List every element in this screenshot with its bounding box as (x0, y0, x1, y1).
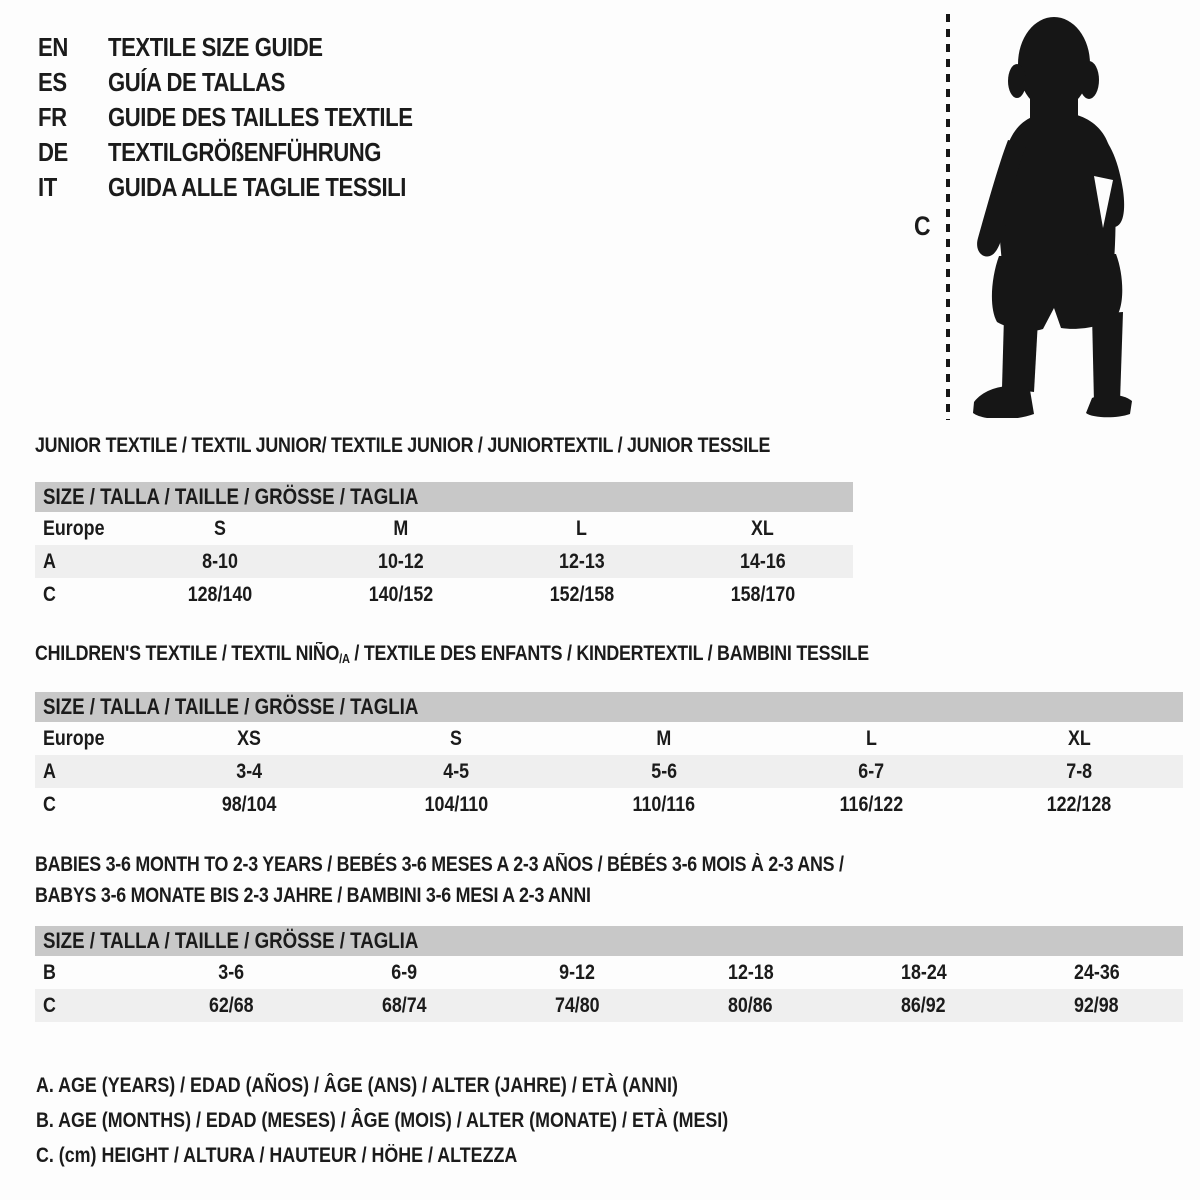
junior-section-title (35, 435, 853, 457)
height-cell: 74/80 (491, 989, 664, 1022)
age-years-row (35, 755, 1183, 788)
language-code (38, 135, 108, 170)
age-cell: 6-9 (391, 960, 418, 984)
language-code (38, 100, 108, 135)
height-measure-label-text: C (914, 211, 931, 241)
height-cell: 68/74 (318, 989, 491, 1022)
size-header-text: SIZE / TALLA / TAILLE / GRÖSSE / TAGLIA (43, 484, 419, 509)
row-label: A (35, 545, 130, 578)
size-header-text: SIZE / TALLA / TAILLE / GRÖSSE / TAGLIA (43, 928, 419, 953)
height-cell: 92/98 (1010, 989, 1183, 1022)
size-header-row (35, 692, 1183, 722)
size-header-cell (35, 482, 853, 512)
size-cell: XL (1067, 726, 1091, 750)
height-cell: 98/104 (221, 792, 277, 816)
language-row (38, 170, 466, 205)
footnote-a-text: A. AGE (YEARS) / EDAD (AÑOS) / ÂGE (ANS) / ALTER (JAHRE) / ETÀ (ANNI) (36, 1074, 678, 1097)
row-label: Europe (43, 726, 105, 750)
age-cell: 18-24 (900, 960, 947, 984)
nino-a-subscript: /A (339, 651, 350, 666)
row-label: C (35, 989, 145, 1022)
children-section (35, 643, 1183, 821)
height-cell: 86/92 (837, 989, 1010, 1022)
size-cell: M (656, 726, 672, 750)
height-cell: 116/122 (839, 792, 904, 816)
junior-section (35, 435, 853, 611)
age-cell: 12-18 (727, 960, 774, 984)
age-cell: 5-6 (560, 755, 768, 788)
height-cell: 158/170 (730, 582, 795, 606)
footnote-c-text: C. (cm) HEIGHT / ALTURA / HAUTEUR / HÖHE / ALTEZZA (36, 1144, 518, 1167)
language-label (108, 135, 429, 170)
row-label: A (35, 755, 145, 788)
language-label-text: GUIDA ALLE TAGLIE TESSILI (108, 172, 406, 202)
children-section-title (35, 643, 1183, 667)
footnote-b (36, 1103, 850, 1138)
size-header-row (35, 482, 853, 512)
height-cell: 104/110 (424, 792, 489, 816)
age-cell: 8-10 (130, 545, 311, 578)
age-cell: 3-4 (145, 755, 353, 788)
language-row (38, 135, 466, 170)
row-label: Europe (43, 516, 105, 540)
height-cell: 152/158 (549, 582, 615, 606)
language-label-text: GUIDE DES TAILLES TEXTILE (108, 102, 413, 132)
size-cell: S (214, 516, 227, 540)
footnote-b-text: B. AGE (MONTHS) / EDAD (MESES) / ÂGE (MOIS) / ALTER (MONATE) / ETÀ (MESI) (36, 1109, 729, 1132)
language-list (38, 30, 466, 205)
age-months-row (35, 956, 1183, 989)
footnote-a (36, 1068, 850, 1103)
height-cell: 122/128 (1046, 792, 1112, 816)
height-cell: 140/152 (368, 582, 434, 606)
size-header-row (35, 926, 1183, 956)
europe-row (35, 722, 1183, 755)
height-cell: 110/116 (632, 792, 696, 816)
language-label-text: TEXTILE SIZE GUIDE (108, 32, 323, 62)
junior-size-table (35, 482, 853, 611)
language-label-text: TEXTILGRÖßENFÜHRUNG (108, 137, 382, 167)
language-code (38, 65, 108, 100)
children-size-table (35, 692, 1183, 821)
language-row (38, 30, 466, 65)
language-row (38, 65, 466, 100)
height-cm-row (35, 989, 1183, 1022)
language-code-text: DE (38, 137, 68, 167)
age-cell: 10-12 (311, 545, 492, 578)
age-cell: 12-13 (492, 545, 673, 578)
language-code (38, 170, 108, 205)
babies-title-line2: BABYS 3-6 MONATE BIS 2-3 JAHRE / BAMBINI 3-6 MESI A 2-3 ANNI (35, 884, 591, 907)
height-cell: 128/140 (188, 582, 253, 606)
babies-size-table (35, 926, 1183, 1022)
age-cell: 7-8 (975, 755, 1183, 788)
language-label (108, 170, 459, 205)
babies-title-line1: BABIES 3-6 MONTH TO 2-3 YEARS / BEBÉS 3-6 MESES A 2-3 AÑOS / BÉBÉS 3-6 MOIS À 2-3 ANS / (35, 853, 844, 876)
size-cell: S (450, 726, 463, 750)
age-cell: 4-5 (353, 755, 561, 788)
size-cell: XS (236, 726, 261, 750)
row-label: B (43, 960, 56, 984)
size-cell: L (576, 516, 588, 540)
size-cell: L (866, 726, 878, 750)
height-cell: 62/68 (145, 989, 318, 1022)
toddler-silhouette (966, 14, 1138, 418)
europe-row (35, 512, 853, 545)
size-cell: M (393, 516, 409, 540)
footnote-c (36, 1138, 850, 1173)
row-label: C (43, 582, 56, 606)
children-section-title-text: CHILDREN'S TEXTILE / TEXTIL NIÑO/A / TEXTILE DES ENFANTS / KINDERTEXTIL / BAMBINI TESSILE (35, 642, 869, 666)
footnotes (36, 1068, 850, 1173)
language-code-text: EN (38, 32, 68, 62)
height-measure-dashed-line (944, 14, 954, 420)
babies-section (35, 849, 1183, 1022)
height-measure-label (914, 211, 934, 241)
language-label (108, 100, 466, 135)
height-cell: 80/86 (664, 989, 837, 1022)
babies-section-title (35, 849, 1183, 911)
age-cell: 24-36 (1073, 960, 1120, 984)
height-cm-row (35, 578, 853, 611)
language-label-text: GUÍA DE TALLAS (108, 67, 285, 97)
height-cm-row (35, 788, 1183, 821)
size-header-cell (35, 692, 1183, 722)
size-header-text: SIZE / TALLA / TAILLE / GRÖSSE / TAGLIA (43, 694, 419, 719)
language-code-text: ES (38, 67, 67, 97)
junior-section-title-text: JUNIOR TEXTILE / TEXTIL JUNIOR/ TEXTILE JUNIOR / JUNIORTEXTIL / JUNIOR TESSILE (35, 434, 771, 457)
age-cell: 6-7 (768, 755, 976, 788)
language-code (38, 30, 108, 65)
size-cell: XL (751, 516, 775, 540)
language-code-text: FR (38, 102, 67, 132)
language-label (108, 65, 316, 100)
age-cell: 3-6 (218, 960, 245, 984)
row-label: C (43, 792, 56, 816)
language-row (38, 100, 466, 135)
age-cell: 9-12 (559, 960, 596, 984)
language-code-text: IT (38, 172, 57, 202)
language-label (108, 30, 360, 65)
size-header-cell (35, 926, 1183, 956)
age-cell: 14-16 (672, 545, 853, 578)
age-years-row (35, 545, 853, 578)
